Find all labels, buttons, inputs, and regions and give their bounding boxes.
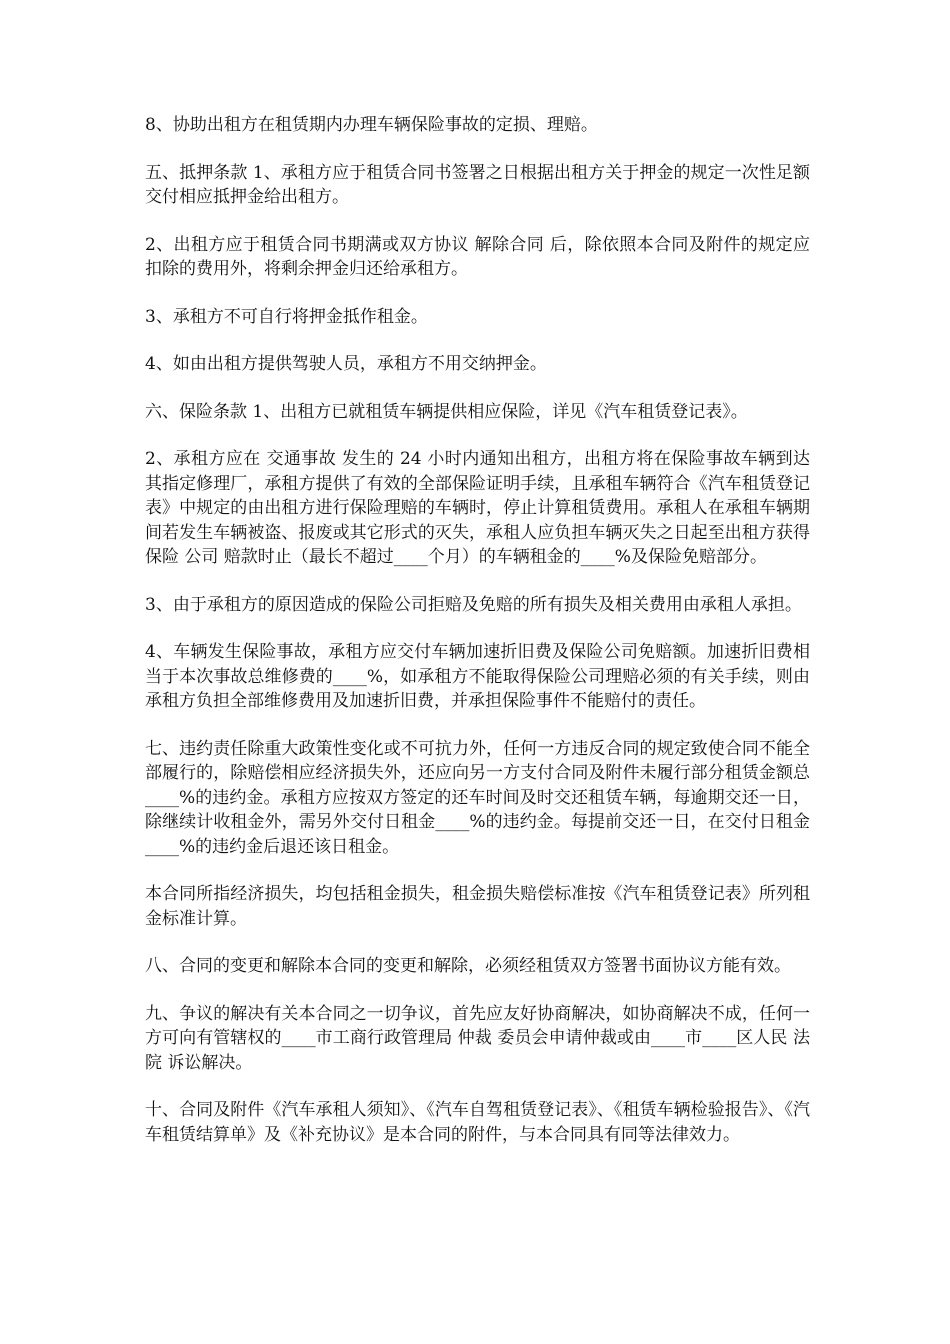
section-7-liability: 七、违约责任除重大政策性变化或不可抗力外，任何一方违反合同的规定致使合同不能全部履行的，除赔偿相应经济损失外，还应向另一方支付合同及附件未履行部分租赁金额总____%的违约金。承租方应按双方签定的还车时间及时交还租赁车辆，每逾期交还一日，除继续计收租金外，需另外交付日租金____%的违约金。每提前交还一日，在交付日租金____%的违约金后退还该日租金。 — [145, 738, 810, 857]
section-5-deposit-clause-1: 五、抵押条款 1、承租方应于租赁合同书签署之日根据出租方关于押金的规定一次性足额交付相应抵押金给出租方。 — [145, 162, 810, 207]
section-10-attachments: 十、合同及附件《汽车承租人须知》、《汽车自驾租赁登记表》、《租赁车辆检验报告》、《汽车租赁结算单》及《补充协议》是本合同的附件，与本合同具有同等法律效力。 — [145, 1100, 810, 1145]
document-page — [145, 113, 810, 1170]
section-6-insurance-clause-4: 4、车辆发生保险事故，承租方应交付车辆加速折旧费及保险公司免赔额。加速折旧费相当于本次事故总维修费的____%，如承租方不能取得保险公司理赔必须的有关手续，则由承租方负担全部维修费用及加速折旧费，并承担保险事件不能赔付的责任。 — [145, 642, 810, 711]
section-6-insurance-clause-3: 3、由于承租方的原因造成的保险公司拒赔及免赔的所有损失及相关费用由承租人承担。 — [145, 594, 802, 615]
section-6-insurance-clause-1: 六、保险条款 1、出租方已就租赁车辆提供相应保险，详见《汽车租赁登记表》。 — [145, 401, 748, 422]
clause-8-assist-insurance: 8、协助出租方在租赁期内办理车辆保险事故的定损、理赔。 — [145, 115, 598, 135]
section-8-amendment: 八、合同的变更和解除本合同的变更和解除，必须经租赁双方签署书面协议方能有效。 — [145, 956, 791, 976]
section-5-deposit-clause-3: 3、承租方不可自行将押金抵作租金。 — [145, 306, 428, 327]
economic-loss-definition: 本合同所指经济损失，均包括租金损失，租金损失赔偿标准按《汽车租赁登记表》所列租金标准计算。 — [145, 884, 810, 929]
section-9-dispute-resolution: 九、争议的解决有关本合同之一切争议，首先应友好协商解决，如协商解决不成，任何一方可向有管辖权的____市工商行政管理局 仲裁 委员会申请仲裁或由____市____区人民 法院 诉讼解决。 — [145, 1003, 810, 1073]
section-5-deposit-clause-2: 2、出租方应于租赁合同书期满或双方协议 解除合同 后，除依照本合同及附件的规定应扣除的费用外，将剩余押金归还给承租方。 — [145, 234, 810, 279]
section-5-deposit-clause-4: 4、如由出租方提供驾驶人员，承租方不用交纳押金。 — [145, 354, 547, 374]
section-6-insurance-clause-2: 2、承租方应在 交通事故 发生的 24 小时内通知出租方，出租方将在保险事故车辆到达其指定修理厂，承租方提供了有效的全部保险证明手续，且承租车辆符合《汽车租赁登记表》中规定的由出租方进行保险理赔的车辆时，停止计算租赁费用。承租人在承租车辆期间若发生车辆被盗、报废或其它形式的灭失，承租人应负担车辆灭失之日起至出租方获得保险 公司 赔款时止（最长不超过____个月）的车辆租金的____%及保险免赔部分。 — [145, 449, 810, 567]
